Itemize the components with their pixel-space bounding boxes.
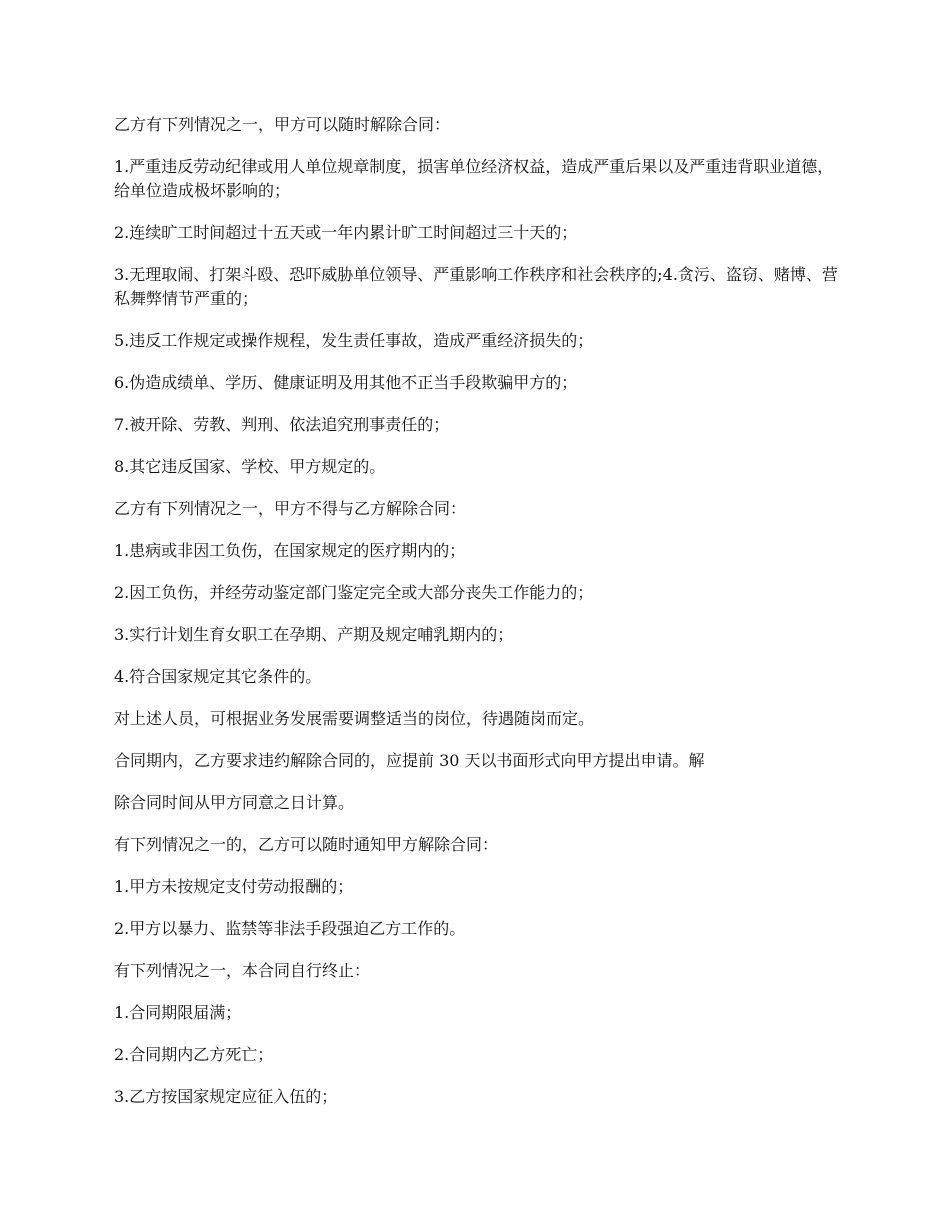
paragraph: 5.违反工作规定或操作规程，发生责任事故，造成严重经济损失的； [114,331,594,350]
paragraph: 合同期内，乙方要求违约解除合同的，应提前 30 天以书面形式向甲方提出申请。解 [114,751,705,770]
paragraph: 乙方有下列情况之一，甲方可以随时解除合同： [114,115,451,134]
paragraph: 7.被开除、劳教、判刑、依法追究刑事责任的； [114,415,450,434]
paragraph: 2.因工负伤，并经劳动鉴定部门鉴定完全或大部分丧失工作能力的； [114,583,594,602]
paragraph: 除合同时间从甲方同意之日计算。 [114,793,355,812]
paragraph: 8.其它违反国家、学校、甲方规定的。 [114,457,386,476]
paragraph: 6.伪造成绩单、学历、健康证明及用其他不正当手段欺骗甲方的； [114,373,578,392]
paragraph: 1.严重违反劳动纪律或用人单位规章制度，损害单位经济权益，造成严重后果以及严重违背职业道德，给单位造成极坏影响的； [114,157,834,200]
paragraph: 2.甲方以暴力、监禁等非法手段强迫乙方工作的。 [114,919,466,938]
paragraph: 3.无理取闹、打架斗殴、恐吓威胁单位领导、严重影响工作秩序和社会秩序的;4.贪污、盗窃、赌博、营私舞弊情节严重的； [114,265,838,308]
paragraph: 1.合同期限届满； [114,1003,242,1022]
paragraph: 2.合同期内乙方死亡； [114,1045,274,1064]
paragraph: 有下列情况之一的，乙方可以随时通知甲方解除合同： [114,835,499,854]
paragraph: 4.符合国家规定其它条件的。 [114,667,322,686]
paragraph: 乙方有下列情况之一，甲方不得与乙方解除合同： [114,499,467,518]
paragraph: 2.连续旷工时间超过十五天或一年内累计旷工时间超过三十天的； [114,223,578,242]
paragraph: 1.甲方未按规定支付劳动报酬的； [114,877,354,896]
paragraph: 3.实行计划生育女职工在孕期、产期及规定哺乳期内的； [114,625,514,644]
document-body [114,113,838,1127]
paragraph: 1.患病或非因工负伤，在国家规定的医疗期内的； [114,541,466,560]
paragraph: 有下列情况之一，本合同自行终止： [114,961,371,980]
paragraph: 对上述人员，可根据业务发展需要调整适当的岗位，待遇随岗而定。 [114,709,595,728]
paragraph: 3.乙方按国家规定应征入伍的； [114,1087,338,1106]
